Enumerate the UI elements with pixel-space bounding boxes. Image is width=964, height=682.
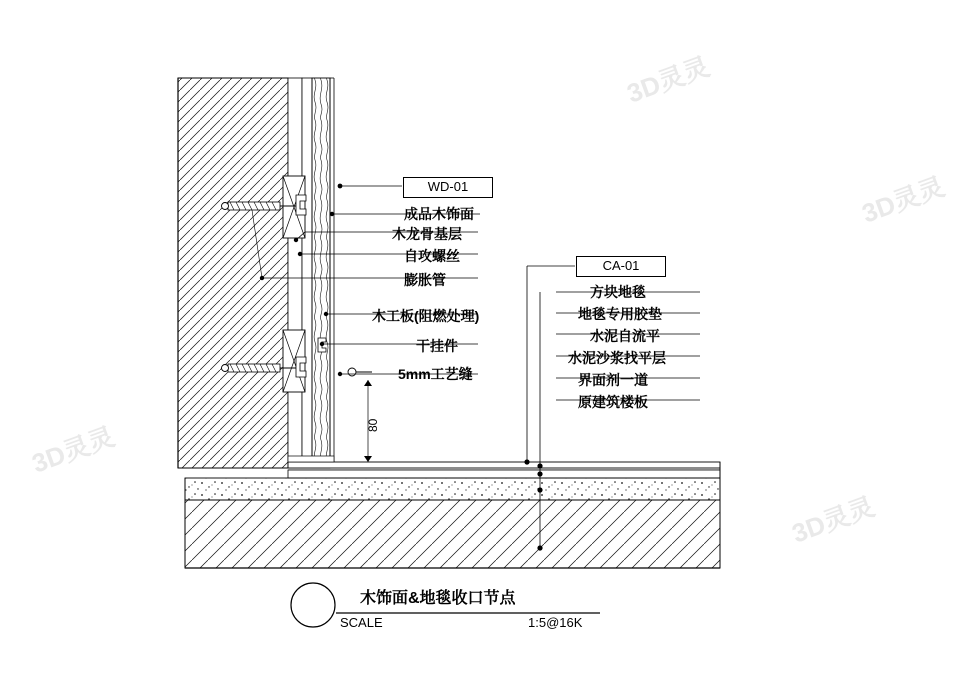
dimension-80: 80 [366,418,380,432]
watermark: 3D灵灵 [857,171,949,229]
floor-label-structural-slab: 原建筑楼板 [578,394,648,410]
watermark: 3D灵灵 [622,51,714,109]
watermark: 3D灵灵 [27,421,119,479]
wall-label-5mm-joint: 5mm工艺缝 [398,366,473,382]
tag-wd-01[interactable]: WD-01 [403,177,493,198]
tag-ca-01[interactable]: CA-01 [576,256,666,277]
wall-label-wood-keel-base: 木龙骨基层 [392,226,462,242]
wall-label-dry-hanging-part: 干挂件 [416,338,458,354]
scale-label: SCALE [340,615,383,630]
floor-label-mortar-screed: 水泥沙浆找平层 [568,350,666,366]
watermark: 3D灵灵 [787,491,879,549]
wall-label-expansion-tube: 膨胀管 [404,272,446,288]
floor-label-self-leveling: 水泥自流平 [590,328,660,344]
wall-label-self-tapping-screw: 自攻螺丝 [404,248,460,264]
floor-label-interface-agent: 界面剂一道 [578,372,648,388]
drawing-title: 木饰面&地毯收口节点 [360,590,516,607]
wall-label-finished-wood-panel: 成品木饰面 [404,206,474,222]
wall-label-plywood-fireproof: 木工板(阻燃处理) [372,308,480,324]
floor-label-carpet-tile: 方块地毯 [590,284,646,300]
scale-value: 1:5@16K [528,615,583,630]
floor-label-carpet-underlay: 地毯专用胶垫 [578,306,662,322]
